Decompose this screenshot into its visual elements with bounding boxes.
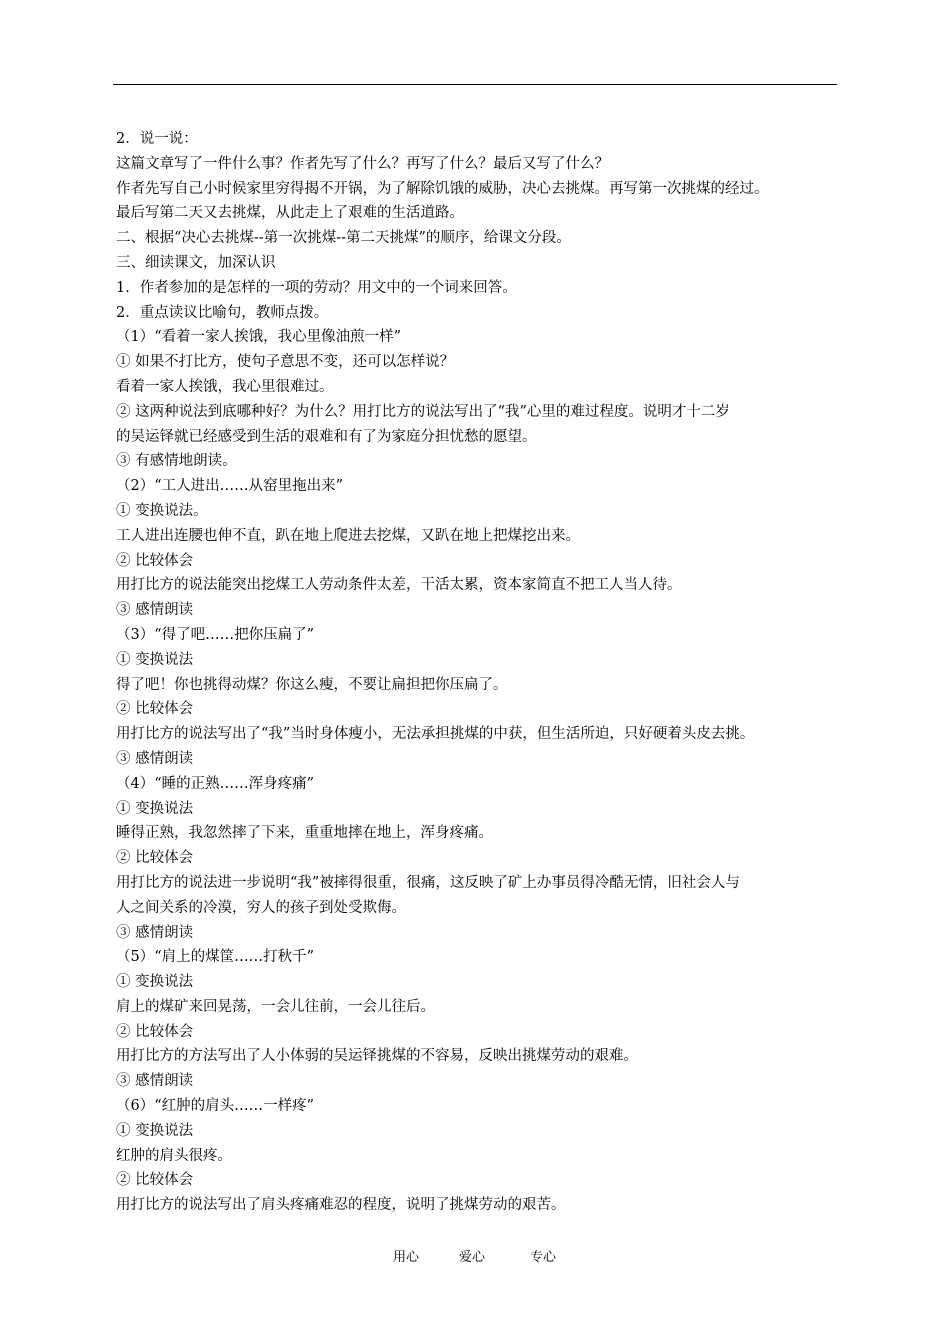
text-line: ③ 感情朗读 (116, 924, 194, 941)
footer-middle-text: 爱心 (459, 1250, 486, 1265)
text-line: 的吴运铎就已经感受到生活的艰难和有了为家庭分担忧愁的愿望。 (116, 428, 537, 445)
text-line: （6）“红肿的肩头……一样疼” (116, 1098, 315, 1115)
text-line: 人之间关系的冷漠，穷人的孩子到处受欺侮。 (116, 899, 406, 916)
text-line: ③ 感情朗读 (116, 602, 194, 619)
text-line: 2．说一说： (116, 131, 198, 147)
text-line: ③ 有感情地朗读。 (116, 453, 237, 470)
text-line: ② 比较体会 (116, 552, 194, 569)
text-line: ② 比较体会 (116, 701, 194, 718)
text-line: ① 变换说法 (116, 651, 194, 668)
text-line: 2．重点读议比喻句，教师点拨。 (116, 304, 329, 321)
text-line: ① 变换说法 (116, 800, 194, 817)
text-line: ② 比较体会 (116, 850, 194, 867)
text-line: 看着一家人挨饿，我心里很难过。 (116, 378, 334, 395)
text-line: ① 变换说法。 (116, 502, 208, 519)
text-line: 这篇文章写了一件什么事？作者先写了什么？再写了什么？最后又写了什么？ (116, 155, 609, 172)
text-line: （2）“工人进出……从窑里拖出来” (116, 478, 344, 495)
text-line: （1）“看着一家人挨饿，我心里像油煎一样” (116, 329, 402, 346)
header-rule (113, 84, 837, 85)
text-line: 肩上的煤矿来回晃荡，一会儿往前，一会儿往后。 (116, 998, 435, 1015)
text-line: （5）“肩上的煤筐……打秋千” (116, 949, 315, 966)
text-line: 用打比方的说法写出了“我”当时身体瘦小，无法承担挑煤的中获，但生活所迫，只好硬着头皮去挑。 (116, 726, 755, 743)
footer-left-text: 用心 (393, 1250, 420, 1265)
text-line: 睡得正熟，我忽然摔了下来，重重地摔在地上，浑身疼痛。 (116, 825, 493, 842)
section-heading: 二、根据“决心去挑煤--第一次挑煤--第二天挑煤”的顺序，给课文分段。 (116, 230, 571, 247)
text-line: 用打比方的说法进一步说明“我”被摔得很重，很痛，这反映了矿上办事员得冷酷无情，旧社会人与 (116, 874, 740, 891)
text-line: ③ 感情朗读 (116, 750, 194, 767)
text-line: （4）“睡的正熟……浑身疼痛” (116, 775, 315, 792)
footer-right-text: 专心 (530, 1250, 557, 1265)
text-line: （3）“得了吧……把你压扁了” (116, 626, 315, 643)
text-line: ③ 感情朗读 (116, 1073, 194, 1090)
section-heading: 三、细读课文，加深认识 (116, 254, 276, 271)
document-body (116, 127, 876, 1218)
text-line: 用打比方的说法能突出挖煤工人劳动条件太差，干活太累，资本家简直不把工人当人待。 (116, 577, 682, 594)
text-line: ① 变换说法 (116, 974, 194, 991)
text-line: 1．作者参加的是怎样的一项的劳动？用文中的一个词来回答。 (116, 279, 517, 296)
text-line: 作者先写自己小时候家里穷得揭不开锅，为了解除饥饿的威胁，决心去挑煤。再写第一次挑煤的经过。 (116, 180, 769, 197)
text-line: 最后写第二天又去挑煤，从此走上了艰难的生活道路。 (116, 205, 464, 222)
text-line: 用打比方的方法写出了人小体弱的吴运铎挑煤的不容易，反映出挑煤劳动的艰难。 (116, 1048, 638, 1065)
text-line: ① 变换说法 (116, 1122, 194, 1139)
text-line: 用打比方的说法写出了肩头疼痛难忍的程度，说明了挑煤劳动的艰苦。 (116, 1197, 566, 1214)
text-line: ① 如果不打比方，使句子意思不变，还可以怎样说？ (116, 354, 455, 371)
text-line: ② 比较体会 (116, 1023, 194, 1040)
text-line: 工人进出连腰也伸不直，趴在地上爬进去挖煤，又趴在地上把煤挖出来。 (116, 527, 580, 544)
text-line: 红肿的肩头很疼。 (116, 1147, 232, 1164)
text-line: ② 这两种说法到底哪种好？为什么？用打比方的说法写出了“我”心里的难过程度。说明才十二岁 (116, 403, 730, 420)
text-line: 得了吧！你也挑得动煤？你这么瘦，不要让扁担把你压扁了。 (116, 676, 508, 693)
text-line: ② 比较体会 (116, 1172, 194, 1189)
